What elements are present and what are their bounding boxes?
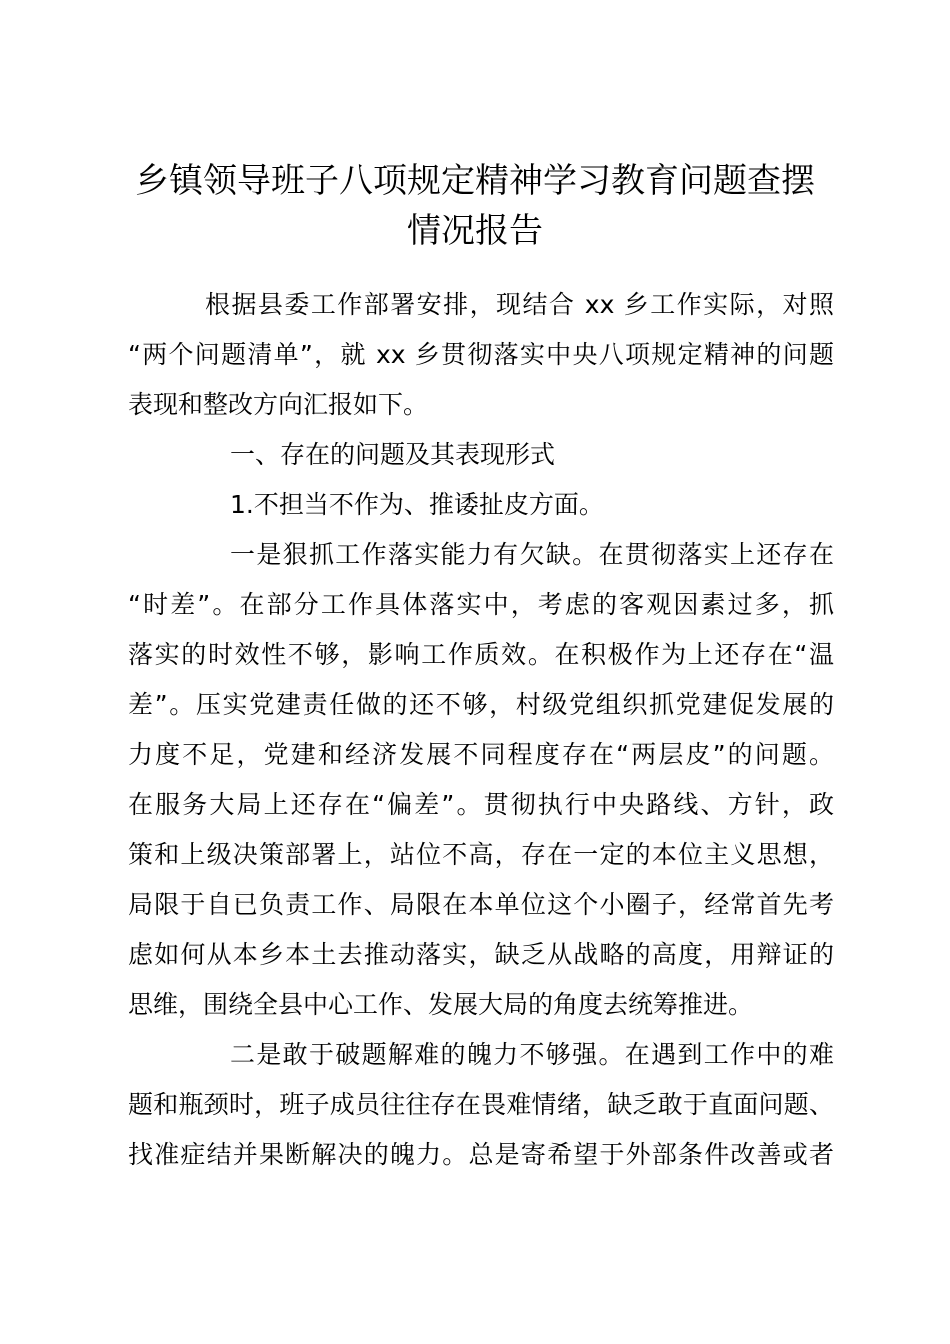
paragraph-line: 虑如何从本乡本土去推动落实，缺乏从战略的高度，用辩证的 [128, 940, 834, 969]
paragraph-line: 一是狠抓工作落实能力有欠缺。在贯彻落实上还存在 [230, 540, 834, 569]
paragraph-line: 思维，围绕全县中心工作、发展大局的角度去统筹推进。 [128, 990, 754, 1019]
paragraph-line: 根据县委工作部署安排，现结合 xx 乡工作实际，对照 [205, 290, 834, 319]
paragraph-line: 题和瓶颈时，班子成员往往存在畏难情绪，缺乏敢于直面问题、 [128, 1090, 834, 1119]
paragraph-line: 局限于自已负责工作、局限在本单位这个小圈子，经常首先考 [128, 890, 834, 919]
paragraph-line: 落实的时效性不够，影响工作质效。在积极作为上还存在“温 [128, 640, 834, 669]
paragraph-line: “时差”。在部分工作具体落实中，考虑的客观因素过多，抓 [128, 590, 834, 619]
paragraph-line: 二是敢于破题解难的魄力不够强。在遇到工作中的难 [230, 1040, 834, 1069]
subsection-heading: 1.不担当不作为、推诿扯皮方面。 [230, 490, 604, 519]
paragraph-line: 差”。压实党建责任做的还不够，村级党组织抓党建促发展的 [128, 690, 834, 719]
document-title-line-1: 乡镇领导班子八项规定精神学习教育问题查摆 [135, 161, 815, 201]
section-heading: 一、存在的问题及其表现形式 [230, 440, 556, 469]
document-title-line-2: 情况报告 [407, 211, 543, 251]
paragraph-line: 力度不足，党建和经济发展不同程度存在“两层皮”的问题。 [128, 740, 834, 769]
paragraph-line: 在服务大局上还存在“偏差”。贯彻执行中央路线、方针，政 [128, 790, 834, 819]
paragraph-line: 找准症结并果断解决的魄力。总是寄希望于外部条件改善或者 [128, 1140, 834, 1169]
paragraph-line: 表现和整改方向汇报如下。 [128, 390, 429, 419]
paragraph-line: 策和上级决策部署上，站位不高，存在一定的本位主义思想， [128, 840, 834, 869]
paragraph-line: “两个问题清单”，就 xx 乡贯彻落实中央八项规定精神的问题 [128, 340, 834, 369]
